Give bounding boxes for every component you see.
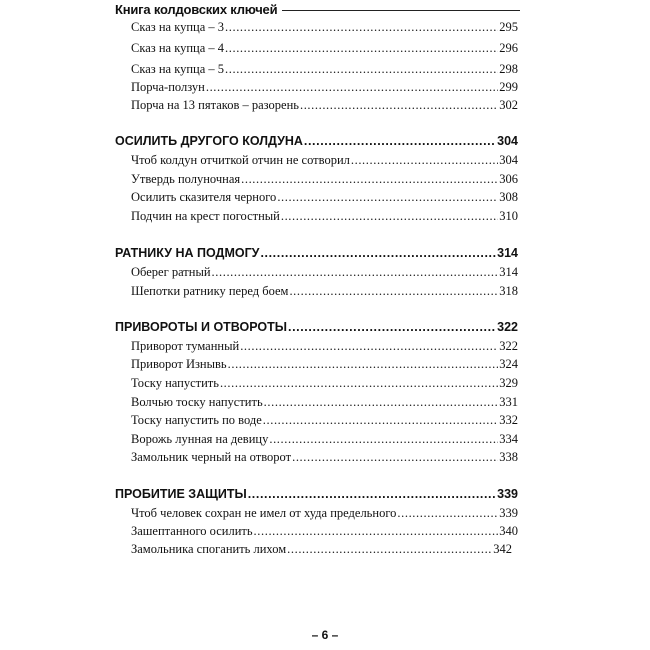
toc-entry-title: Волчью тоску напустить <box>131 395 263 409</box>
toc-entry-page: 308 <box>499 190 518 204</box>
toc-entry-title: Шепотки ратнику перед боем <box>131 284 289 298</box>
toc-entry[interactable] <box>131 338 518 354</box>
toc-entry[interactable] <box>131 152 518 168</box>
dot-leader <box>304 133 496 149</box>
toc-section-page: 314 <box>497 246 518 260</box>
toc-entry[interactable] <box>131 189 518 205</box>
toc-entry-page: 342 <box>493 542 512 556</box>
dot-leader <box>241 171 498 187</box>
toc-section-title: ПРОБИТИЕ ЗАЩИТЫ <box>115 487 247 501</box>
dot-leader <box>212 264 499 280</box>
dot-leader <box>240 338 498 354</box>
dot-leader <box>264 394 499 410</box>
dot-leader <box>254 523 499 539</box>
toc-entry-title: Замольника споганить лихом <box>131 542 287 556</box>
toc-entry[interactable] <box>131 264 518 280</box>
toc-entry-page: 318 <box>499 284 518 298</box>
toc-entry[interactable] <box>131 523 518 539</box>
dot-leader <box>228 356 499 372</box>
dot-leader <box>269 431 498 447</box>
toc-section-title: ОСИЛИТЬ ДРУГОГО КОЛДУНА <box>115 134 303 148</box>
toc-entry[interactable] <box>131 19 518 35</box>
toc-entry-page: 310 <box>499 209 518 223</box>
toc-entry-title: Чтоб человек сохран не имел от худа предельного <box>131 506 397 520</box>
toc-entry[interactable] <box>131 79 518 95</box>
toc-entry-title: Тоску напустить <box>131 376 219 390</box>
toc-entry-title: Замольник черный на отворот <box>131 450 292 464</box>
dot-leader <box>288 319 496 335</box>
dot-leader <box>225 61 498 77</box>
dot-leader <box>281 208 498 224</box>
toc-entry-title: Приворот Изнывь <box>131 357 227 371</box>
toc-entry[interactable] <box>131 375 518 391</box>
toc-section-title: ПРИВОРОТЫ И ОТВОРОТЫ <box>115 320 288 334</box>
toc-section[interactable] <box>115 486 518 502</box>
toc-entry[interactable] <box>131 394 518 410</box>
toc-entry-page: 340 <box>499 524 518 538</box>
toc-entry-page: 338 <box>499 450 518 464</box>
toc-entry-title: Сказ на купца – 3 <box>131 20 225 34</box>
dot-leader <box>292 449 498 465</box>
toc-entry[interactable] <box>131 283 518 299</box>
toc-section-title: РАТНИКУ НА ПОДМОГУ <box>115 246 260 260</box>
toc-entry[interactable] <box>131 356 518 372</box>
toc-entry-title: Оберег ратный <box>131 265 211 279</box>
toc-entry-page: 331 <box>499 395 518 409</box>
toc-entry-page: 314 <box>499 265 518 279</box>
toc-entry-title: Подчин на крест погостный <box>131 209 280 223</box>
toc-entry-page: 295 <box>499 20 518 34</box>
toc-entry-page: 329 <box>499 376 518 390</box>
toc-entry[interactable] <box>131 412 518 428</box>
dot-leader <box>397 505 498 521</box>
toc-section-page: 339 <box>497 487 518 501</box>
toc-entry-title: Сказ на купца – 4 <box>131 41 225 55</box>
toc-entry-title: Зашептанного осилить <box>131 524 253 538</box>
toc-entry-page: 298 <box>499 62 518 76</box>
toc-entry[interactable] <box>131 505 518 521</box>
toc-entry-page: 332 <box>499 413 518 427</box>
dot-leader <box>248 486 496 502</box>
dot-leader <box>351 152 498 168</box>
toc-entry-title: Утвердь полуночная <box>131 172 241 186</box>
toc-entry[interactable] <box>131 449 518 465</box>
toc-section[interactable] <box>115 319 518 335</box>
dot-leader <box>206 79 498 95</box>
dot-leader <box>287 541 492 557</box>
toc-entry-page: 304 <box>499 153 518 167</box>
dot-leader <box>225 19 498 35</box>
dot-leader <box>260 245 496 261</box>
toc-entry-page: 322 <box>499 339 518 353</box>
toc-entry-title: Осилить сказителя черного <box>131 190 277 204</box>
toc-entry-page: 324 <box>499 357 518 371</box>
toc-entry[interactable] <box>131 40 518 56</box>
toc-entry-page: 299 <box>499 80 518 94</box>
toc-entry[interactable] <box>131 431 518 447</box>
dot-leader <box>300 97 498 113</box>
dot-leader <box>277 189 498 205</box>
toc-section[interactable] <box>115 245 518 261</box>
toc-entry-page: 334 <box>499 432 518 446</box>
toc-section-page: 322 <box>497 320 518 334</box>
toc-entry-title: Приворот туманный <box>131 339 240 353</box>
dot-leader <box>225 40 498 56</box>
toc-section[interactable] <box>115 133 518 149</box>
toc-entry[interactable] <box>131 61 518 77</box>
dot-leader <box>220 375 498 391</box>
toc-entry-page: 339 <box>499 506 518 520</box>
toc-entry[interactable] <box>131 97 518 113</box>
page-number: – 6 – <box>311 628 339 642</box>
toc-entry-title: Порча-ползун <box>131 80 205 94</box>
toc-entry-title: Ворожь лунная на девицу <box>131 432 269 446</box>
toc-entry-title: Порча на 13 пятаков – разорень <box>131 98 299 112</box>
toc-entry-title: Сказ на купца – 5 <box>131 62 225 76</box>
toc-entry[interactable] <box>131 208 518 224</box>
toc-entry-page: 306 <box>499 172 518 186</box>
toc-entry-title: Чтоб колдун отчиткой отчин не сотворил <box>131 153 350 167</box>
toc-entry[interactable] <box>131 541 512 557</box>
running-title: Книга колдовских ключей <box>115 1 278 17</box>
dot-leader <box>263 412 498 428</box>
toc-entry-page: 302 <box>499 98 518 112</box>
dot-leader <box>289 283 498 299</box>
toc-entry-page: 296 <box>499 41 518 55</box>
toc-section-page: 304 <box>497 134 518 148</box>
toc-entry-title: Тоску напустить по воде <box>131 413 262 427</box>
toc-entry[interactable] <box>131 171 518 187</box>
